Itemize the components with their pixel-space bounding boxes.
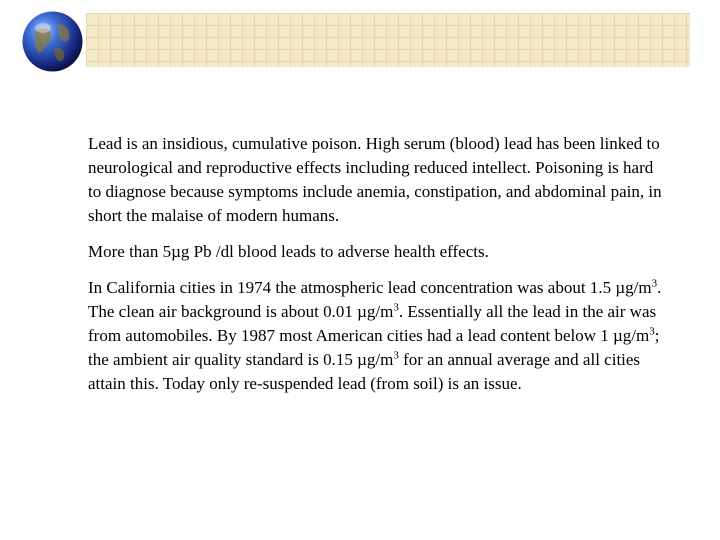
superscript: 3 bbox=[393, 349, 399, 362]
paragraph-threshold: More than 5µg Pb /dl blood leads to adverse health effects. bbox=[88, 242, 489, 261]
globe-icon bbox=[21, 10, 84, 73]
paragraph-lead-poison: Lead is an insidious, cumulative poison. High serum (blood) lead has been linked to neurological and reproductive effects including reduced intellect. Poisoning is hard to diagnose because symptoms include anemia, constipation, and abdominal pain, in short the malaise of modern humans. bbox=[88, 134, 662, 225]
superscript: 3 bbox=[651, 277, 658, 290]
superscript: 3 bbox=[393, 301, 399, 314]
paragraph-california: In California cities in 1974 the atmospheric lead concentration was about 1.5 $\mu g/m^3$. The clean air background is about 0.01 $\mu g/m^3$. Essentially all the lead in the air was from automobiles. By 1987 most American cities had a lead content below 1 $\mu g/m^3$; the ambient air quality standard is 0.15 $\mu g/m^3$ for an annual average and all cities attain this. Today only re-suspended lead (from soil) is an issue. bbox=[88, 277, 662, 393]
superscript: 3 bbox=[649, 325, 655, 338]
header-banner bbox=[86, 13, 690, 67]
slide-body bbox=[88, 132, 668, 408]
